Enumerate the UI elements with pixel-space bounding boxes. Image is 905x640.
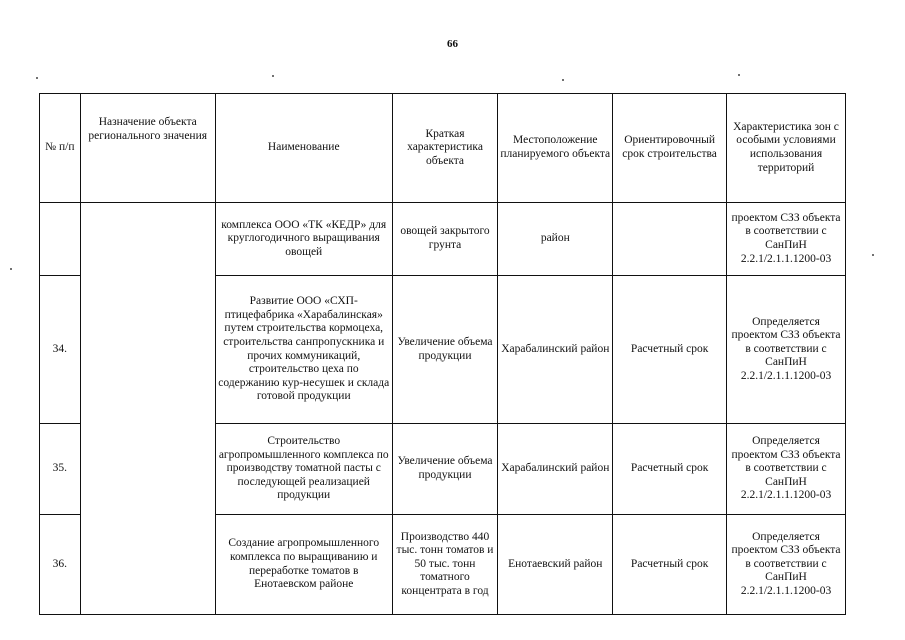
objects-table (39, 93, 846, 615)
header-location: Местоположение планируемого объекта (498, 94, 613, 203)
row-name: комплекса ООО «ТК «КЕДР» для круглогодичного выращивания овощей (215, 203, 392, 276)
header-name: Наименование (215, 94, 392, 203)
row-zones: проектом СЗЗ объекта в соответствии с СанПиН 2.2.1/2.1.1.1200-03 (727, 203, 846, 276)
header-number: № п/п (40, 94, 81, 203)
row-characteristic: овощей закрытого грунта (392, 203, 498, 276)
row-location: Харабалинский район (498, 276, 613, 424)
scan-speck (872, 254, 874, 256)
row-location: Енотаевский район (498, 515, 613, 615)
row-characteristic: Увеличение объема продукции (392, 276, 498, 424)
scan-speck (738, 74, 740, 76)
table-row (40, 203, 846, 276)
row-characteristic: Производство 440 тыс. тонн томатов и 50 тыс. тонн томатного концентрата в год (392, 515, 498, 615)
row-zones: Определяется проектом СЗЗ объекта в соответствии с СанПиН 2.2.1/2.1.1.1200-03 (727, 424, 846, 515)
row-term (613, 203, 727, 276)
row-term: Расчетный срок (613, 515, 727, 615)
header-zones: Характеристика зон с особыми условиями использования территорий (727, 94, 846, 203)
row-characteristic: Увеличение объема продукции (392, 424, 498, 515)
row-location: Харабалинский район (498, 424, 613, 515)
row-location: район (498, 203, 613, 276)
scan-speck (562, 79, 564, 81)
header-purpose: Назначение объекта регионального значения (80, 94, 215, 203)
row-number: 34. (40, 276, 81, 424)
row-term: Расчетный срок (613, 276, 727, 424)
header-characteristic: Краткая характеристика объекта (392, 94, 498, 203)
purpose-cell (80, 203, 215, 615)
row-term: Расчетный срок (613, 424, 727, 515)
header-term: Ориентировочный срок строительства (613, 94, 727, 203)
row-name: Создание агропромышленного комплекса по выращиванию и переработке томатов в Енотаевском районе (215, 515, 392, 615)
scan-speck (36, 77, 38, 79)
row-zones: Определяется проектом СЗЗ объекта в соответствии с СанПиН 2.2.1/2.1.1.1200-03 (727, 515, 846, 615)
row-zones: Определяется проектом СЗЗ объекта в соответствии с СанПиН 2.2.1/2.1.1.1200-03 (727, 276, 846, 424)
row-name: Развитие ООО «СХП-птицефабрика «Харабалинская» путем строительства кормоцеха, строительства санпропускника и прочих коммуникаций, строительство цеха по содержанию кур-несушек и склада готовой продукции (215, 276, 392, 424)
row-number: 35. (40, 424, 81, 515)
table-header-row (40, 94, 846, 203)
scan-speck (272, 75, 274, 77)
row-name: Строительство агропромышленного комплекса по производству томатной пасты с последующей реализацией продукции (215, 424, 392, 515)
scan-speck (10, 268, 12, 270)
row-number (40, 203, 81, 276)
page-number: 66 (447, 38, 458, 50)
row-number: 36. (40, 515, 81, 615)
